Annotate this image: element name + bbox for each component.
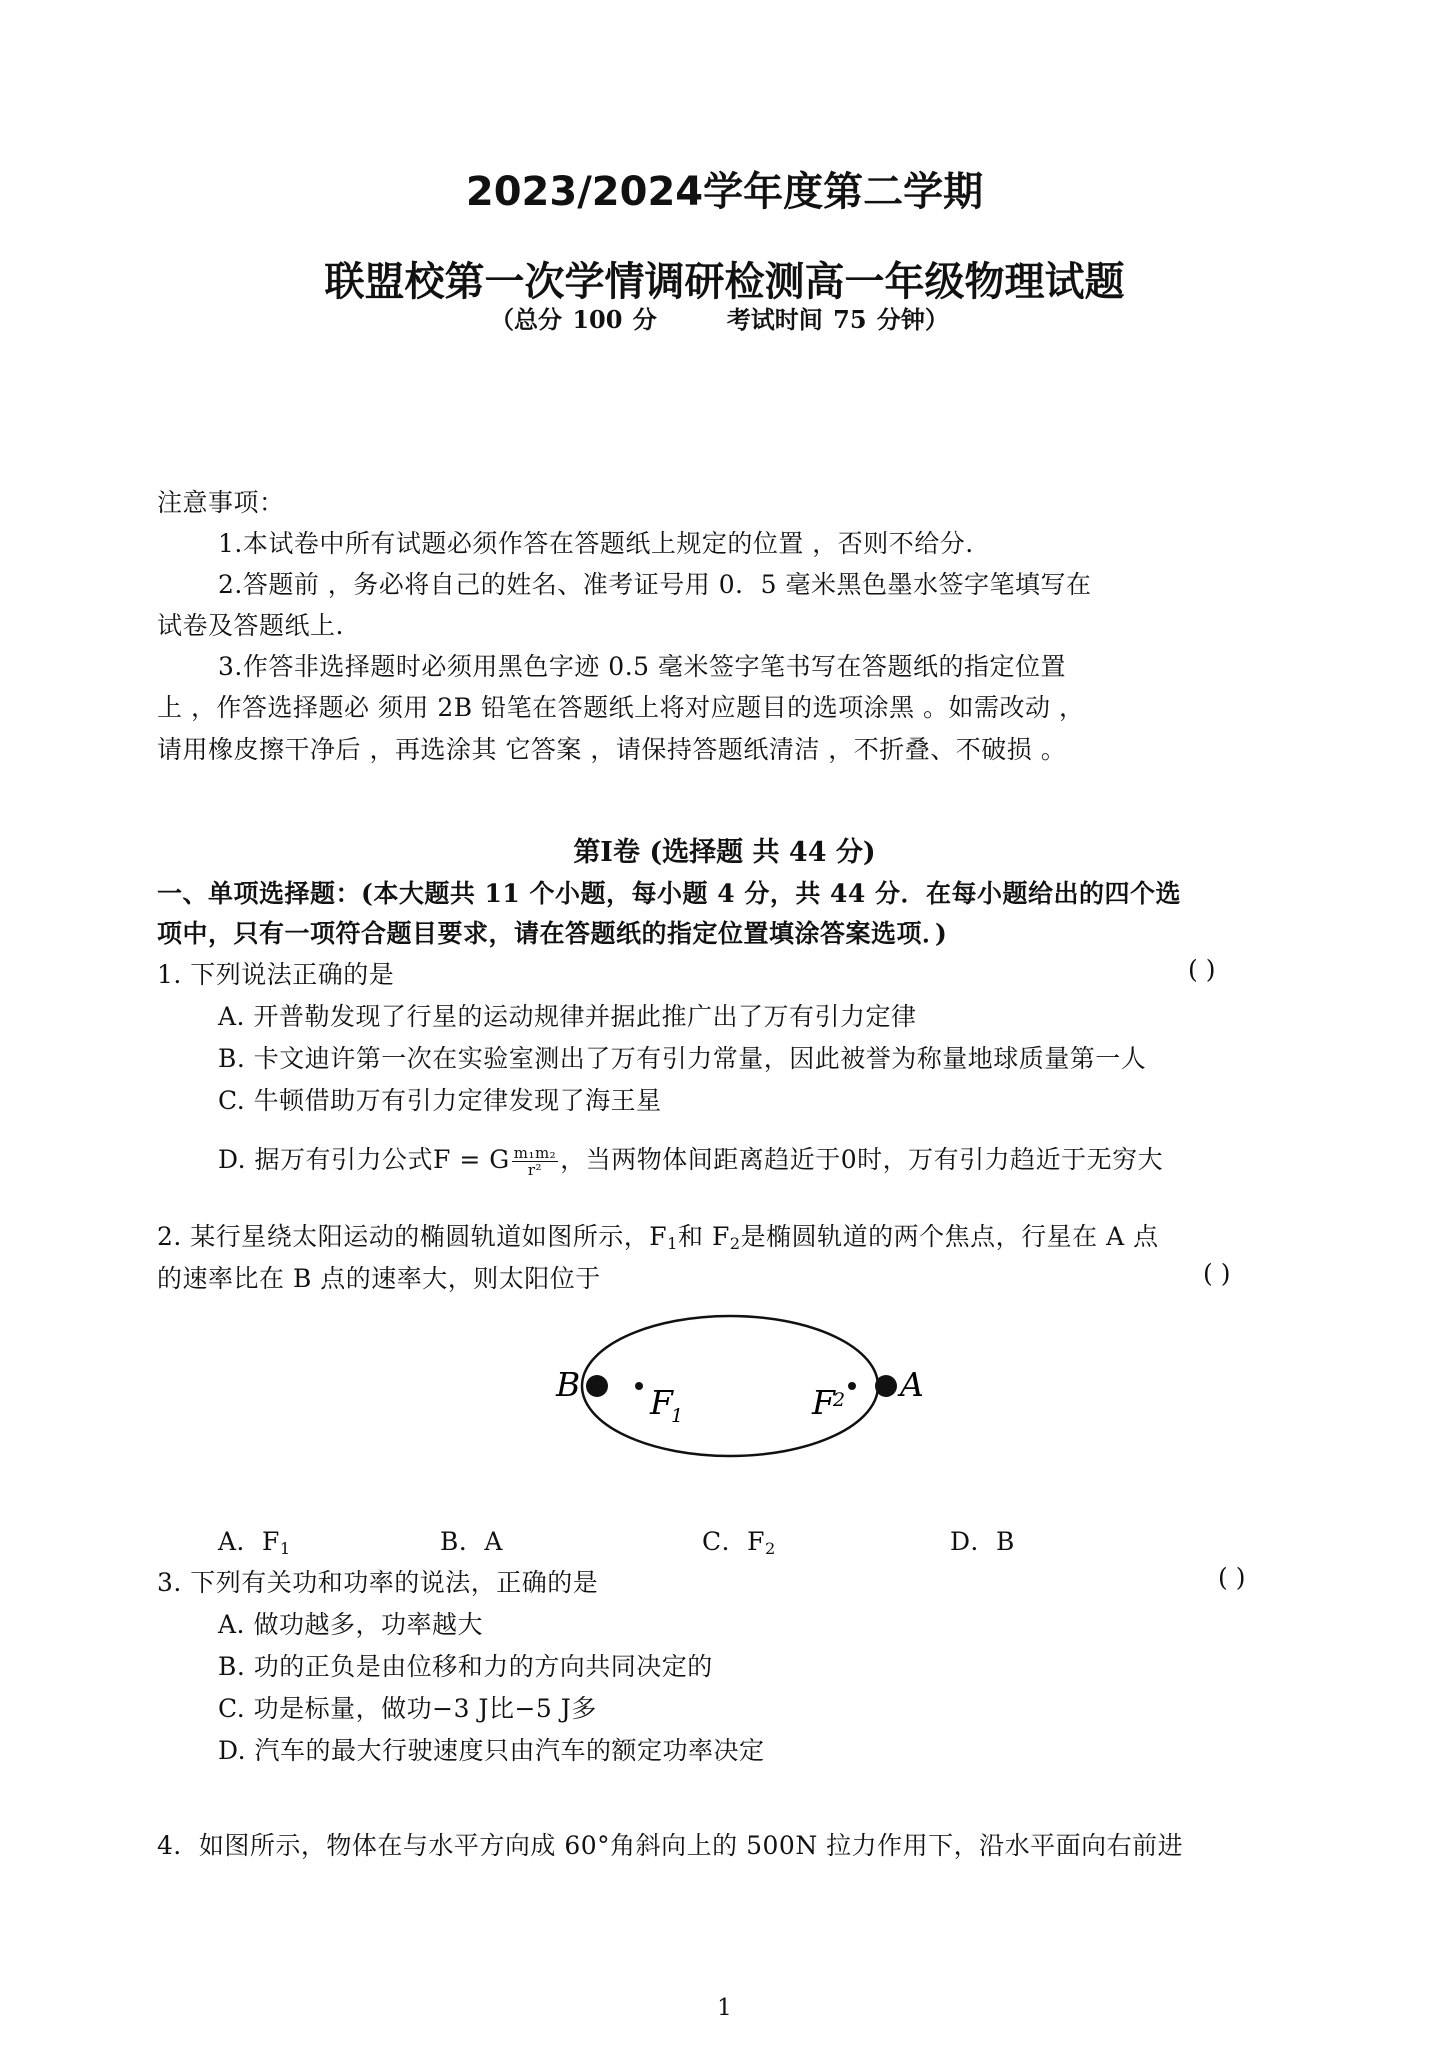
section-instruction-line2: 项中，只有一项符合题目要求，请在答题纸的指定位置填涂答案选项．) (157, 919, 948, 948)
q2-option-a-sub: 1 (279, 1539, 291, 1559)
q2-stem-part3: 是椭圆轨道的两个焦点，行星在 A 点 (740, 1222, 1159, 1251)
q1-option-d-suffix: ，当两物体间距离趋近于0时，万有引力趋近于无穷大 (560, 1145, 1164, 1174)
q1-option-a: A. 开普勒发现了行星的运动规律并据此推广出了万有引力定律 (218, 1002, 917, 1031)
label-a: A (900, 1365, 924, 1404)
gravity-formula-fraction (512, 1145, 558, 1178)
notice-item-3-line3: 请用橡皮擦干净后 ，再选涂其 它答案 ，请保持答题纸清洁 ，不折叠、不破损 。 (157, 735, 1067, 764)
q3-stem: 3. 下列有关功和功率的说法，正确的是 (157, 1568, 599, 1597)
notice-item-3-line1: 3.作答非选择题时必须用黑色字迹 0.5 毫米签字笔书写在答题纸的指定位置 (218, 652, 1067, 681)
notice-item-2-line2: 试卷及答题纸上. (157, 611, 344, 640)
label-f2-sub: 2 (833, 1389, 846, 1411)
total-score: （总分 100 分 (490, 305, 657, 334)
q2-option-a (218, 1522, 291, 1558)
focus-f2-dot (848, 1382, 856, 1390)
q2-stem-line1 (157, 1217, 1159, 1253)
q3-answer-blank: ( ) (1218, 1563, 1246, 1592)
notice-item-3-line2: 上 ，作答选择题必 须用 2B 铅笔在答题纸上将对应题目的选项涂黑 。如需改动 ， (157, 693, 1085, 722)
exam-subtitle (490, 300, 949, 335)
q2-stem-part2: 和 F (678, 1222, 730, 1251)
q2-option-a-text: A．F (218, 1527, 280, 1556)
q2-option-c-sub: 2 (764, 1539, 776, 1559)
q1-option-d (218, 1140, 1163, 1178)
q1-option-d-prefix: D. 据万有引力公式F = G (218, 1145, 510, 1174)
point-b-dot (586, 1375, 608, 1397)
elliptical-orbit-figure (540, 1300, 924, 1460)
point-a-dot (875, 1375, 897, 1397)
q2-sub-1: 1 (667, 1234, 678, 1254)
fraction-denominator: r² (527, 1161, 543, 1179)
q1-answer-blank: ( ) (1188, 955, 1216, 984)
label-b: B (556, 1365, 581, 1404)
exam-time: 考试时间 75 分钟） (726, 305, 949, 334)
label-f1-sub: 1 (671, 1405, 684, 1427)
q2-option-c (702, 1522, 776, 1558)
exam-title-line2: 联盟校第一次学情调研检测高一年级物理试题 (324, 259, 1125, 305)
notice-item-1: 1.本试卷中所有试题必须作答在答题纸上规定的位置 ，否则不给分. (218, 529, 974, 558)
q4-stem: 4．如图所示，物体在与水平方向成 60°角斜向上的 500N 拉力作用下，沿水平面向右前进 (157, 1831, 1184, 1860)
q3-option-b: B. 功的正负是由位移和力的方向共同决定的 (218, 1652, 713, 1681)
notice-item-2-line1: 2.答题前 ，务必将自己的姓名、准考证号用 0．5 毫米黑色墨水签字笔填写在 (218, 570, 1092, 599)
section-title: 第Ⅰ卷 (选择题 共 44 分) (573, 837, 876, 868)
q1-stem: 1. 下列说法正确的是 (157, 960, 395, 989)
focus-f1-dot (635, 1382, 643, 1390)
q2-option-b: B．A (440, 1527, 503, 1556)
fraction-numerator: m₁m₂ (513, 1144, 557, 1162)
q2-sub-2: 2 (729, 1234, 741, 1254)
q2-option-c-text: C．F (702, 1527, 765, 1556)
exam-title-line1: 2023/2024学年度第二学期 (465, 169, 984, 215)
q3-option-a: A. 做功越多，功率越大 (218, 1610, 483, 1639)
page-number: 1 (717, 1995, 732, 2021)
q2-option-d: D．B (950, 1527, 1015, 1556)
q1-option-c: C. 牛顿借助万有引力定律发现了海王星 (218, 1086, 662, 1115)
section-instruction-line1: 一、单项选择题：(本大题共 11 个小题，每小题 4 分，共 44 分．在每小题给出的四个选 (157, 879, 1182, 908)
q2-stem-part1: 2. 某行星绕太阳运动的椭圆轨道如图所示，F (157, 1222, 668, 1251)
q3-option-c: C. 功是标量，做功−3 J比−5 J多 (218, 1694, 597, 1723)
label-f1: F (650, 1383, 673, 1422)
q2-stem-line2: 的速率比在 B 点的速率大，则太阳位于 (157, 1264, 601, 1293)
label-f2: F (812, 1383, 835, 1422)
q2-answer-blank: ( ) (1203, 1259, 1231, 1288)
q1-option-b: B. 卡文迪许第一次在实验室测出了万有引力常量，因此被誉为称量地球质量第一人 (218, 1044, 1147, 1073)
q3-option-d: D. 汽车的最大行驶速度只由汽车的额定功率决定 (218, 1736, 765, 1765)
notice-heading: 注意事项： (157, 488, 285, 517)
